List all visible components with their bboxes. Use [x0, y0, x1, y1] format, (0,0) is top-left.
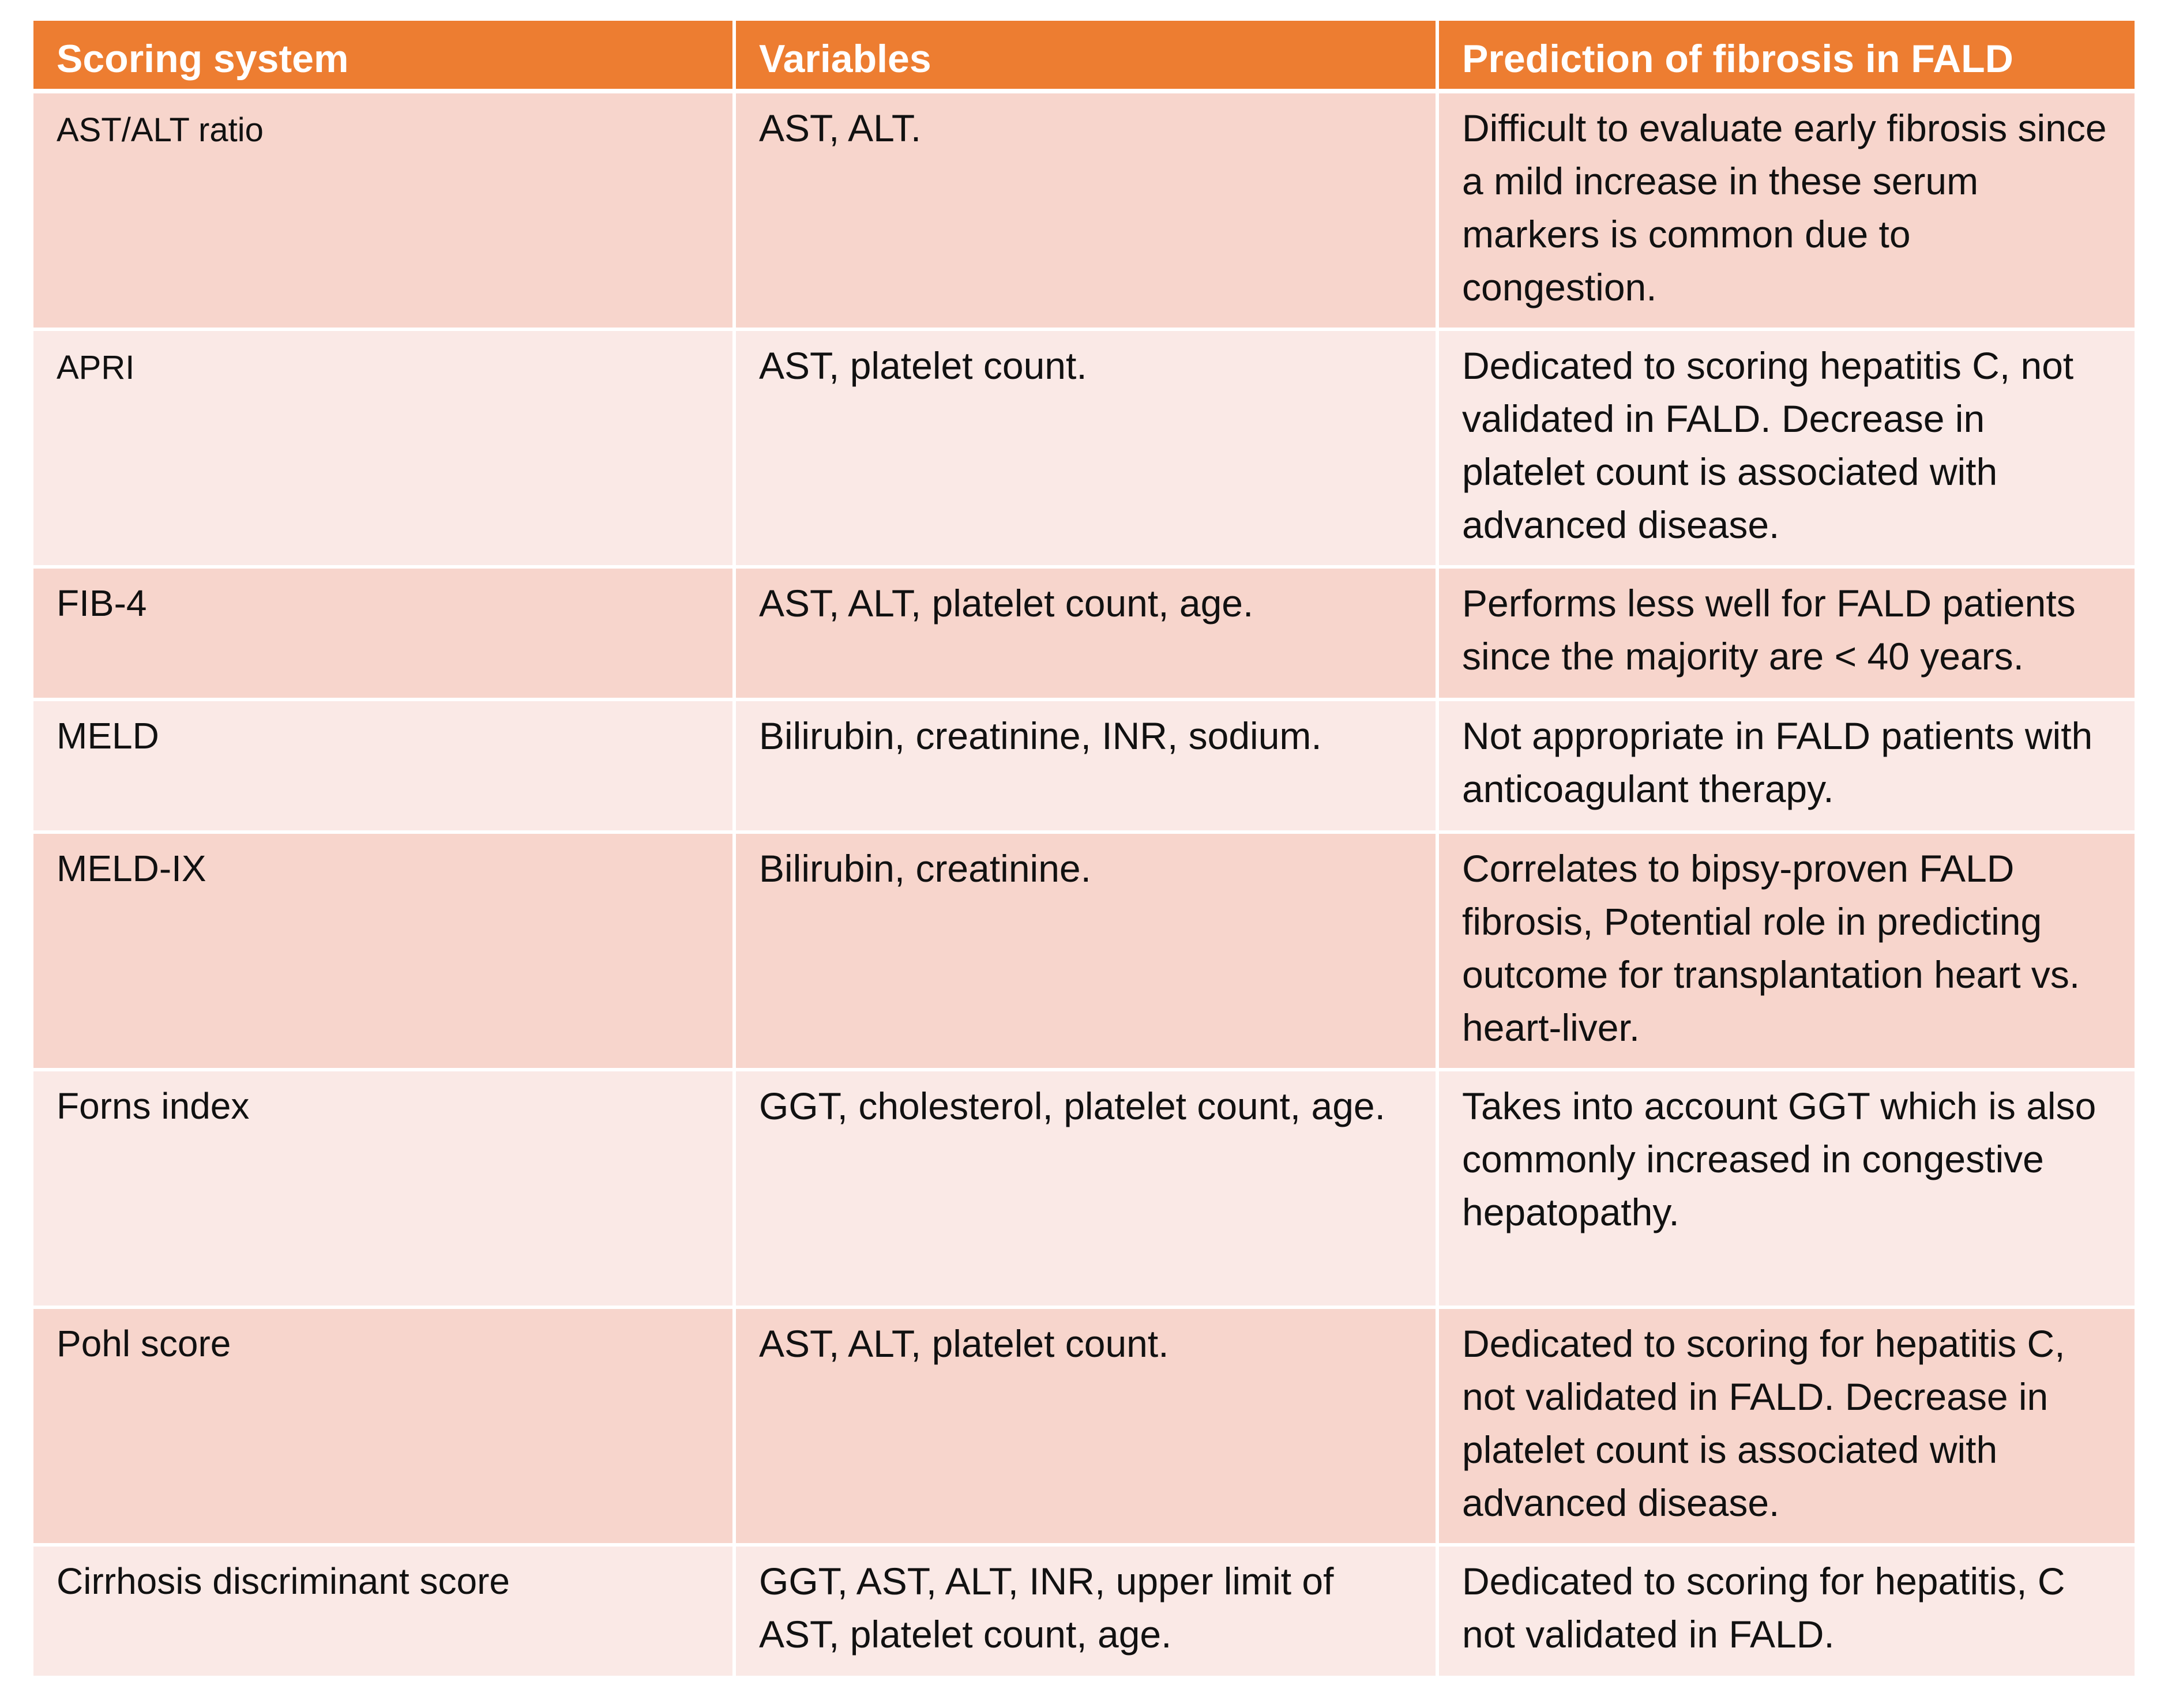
cell-variables: Bilirubin, creatinine.	[736, 834, 1439, 1071]
cell-variables: AST, ALT.	[736, 93, 1439, 331]
fald-scoring-table	[33, 21, 2135, 1679]
table-row	[33, 331, 2135, 569]
cell-prediction: Dedicated to scoring for hepatitis C, not validated in FALD. Decrease in platelet count is associated with advanced disease.	[1439, 1309, 2135, 1547]
cell-scoring-system: APRI	[33, 331, 736, 569]
cell-scoring-system: Forns index	[33, 1071, 736, 1309]
cell-prediction: Dedicated to scoring hepatitis C, not validated in FALD. Decrease in platelet count is associated with advanced disease.	[1439, 331, 2135, 569]
cell-prediction: Not appropriate in FALD patients with anticoagulant therapy.	[1439, 701, 2135, 834]
cell-prediction: Takes into account GGT which is also commonly increased in congestive hepatopathy.	[1439, 1071, 2135, 1309]
table-row	[33, 569, 2135, 701]
cell-prediction: Performs less well for FALD patients since the majority are < 40 years.	[1439, 569, 2135, 701]
table-row	[33, 1547, 2135, 1679]
cell-prediction: Dedicated to scoring for hepatitis, C not validated in FALD.	[1439, 1547, 2135, 1679]
cell-variables: AST, platelet count.	[736, 331, 1439, 569]
table-row	[33, 701, 2135, 834]
cell-variables: AST, ALT, platelet count.	[736, 1309, 1439, 1547]
table-row	[33, 1071, 2135, 1309]
cell-variables: GGT, AST, ALT, INR, upper limit of AST, platelet count, age.	[736, 1547, 1439, 1679]
table-row	[33, 1309, 2135, 1547]
cell-scoring-system: Cirrhosis discriminant score	[33, 1547, 736, 1679]
cell-scoring-system: AST/ALT ratio	[33, 93, 736, 331]
cell-scoring-system: MELD-IX	[33, 834, 736, 1071]
cell-scoring-system: Pohl score	[33, 1309, 736, 1547]
table-row	[33, 834, 2135, 1071]
header-scoring-system: Scoring system	[33, 21, 736, 93]
table-row	[33, 93, 2135, 331]
cell-variables: AST, ALT, platelet count, age.	[736, 569, 1439, 701]
header-variables: Variables	[736, 21, 1439, 93]
cell-variables: GGT, cholesterol, platelet count, age.	[736, 1071, 1439, 1309]
cell-scoring-system: FIB-4	[33, 569, 736, 701]
table-header-row	[33, 21, 2135, 93]
header-prediction: Prediction of fibrosis in FALD	[1439, 21, 2135, 93]
fald-scoring-table-container	[33, 21, 2135, 1679]
cell-prediction: Difficult to evaluate early fibrosis since a mild increase in these serum markers is common due to congestion.	[1439, 93, 2135, 331]
cell-scoring-system: MELD	[33, 701, 736, 834]
cell-variables: Bilirubin, creatinine, INR, sodium.	[736, 701, 1439, 834]
cell-prediction: Correlates to bipsy-proven FALD fibrosis, Potential role in predicting outcome for transplantation heart vs. heart-liver.	[1439, 834, 2135, 1071]
